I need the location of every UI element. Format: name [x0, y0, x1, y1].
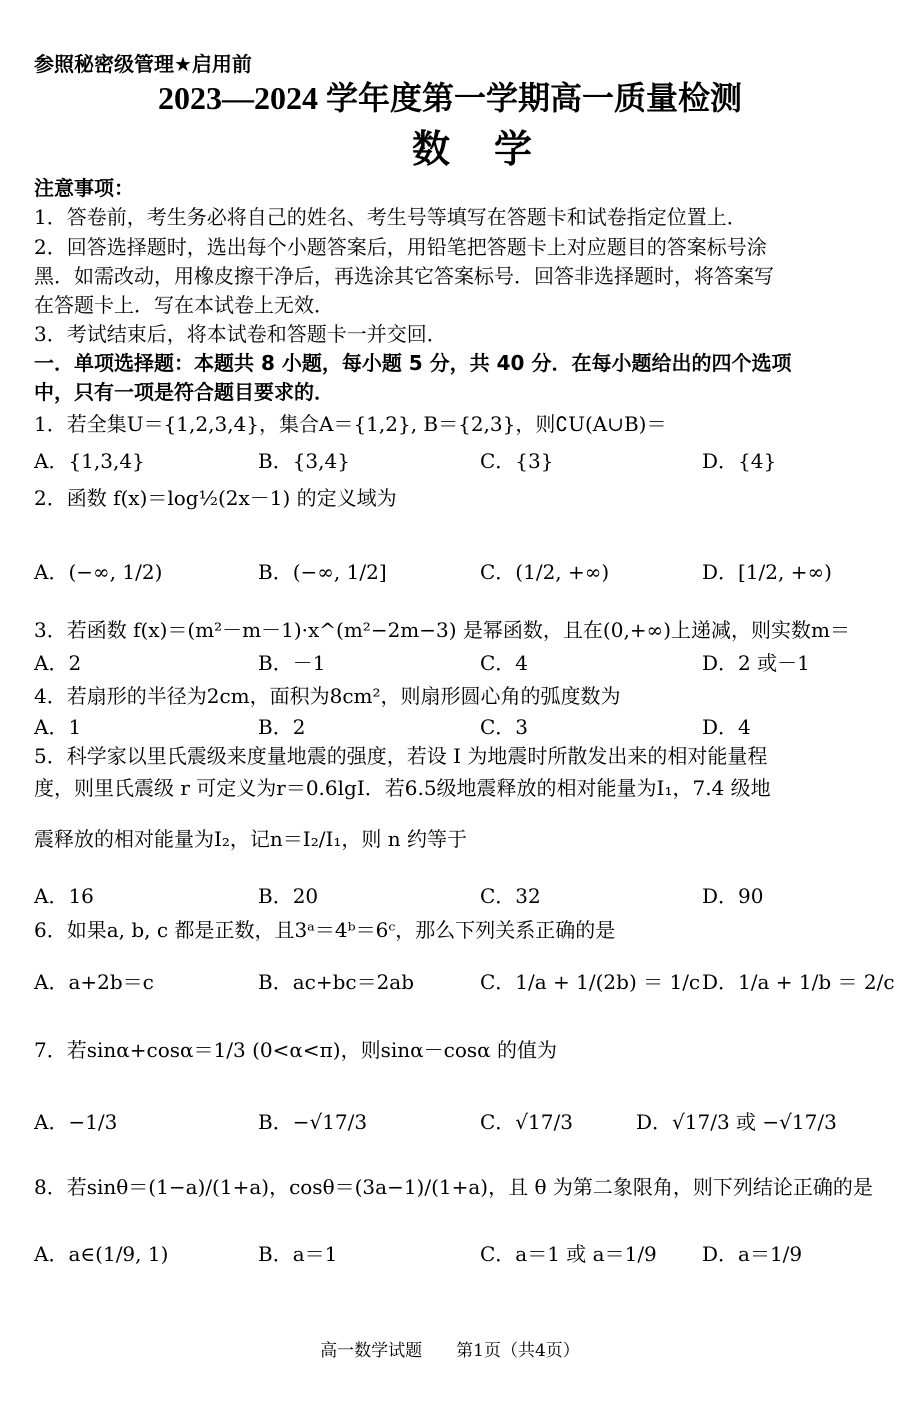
q1-option-c: C．{3} — [480, 449, 554, 473]
q4-option-b: B．2 — [258, 715, 306, 739]
q5-option-c: C．32 — [480, 884, 541, 908]
notice-heading: 注意事项： — [34, 176, 134, 200]
exam-title: 2023—2024 学年度第一学期高一质量检测 — [157, 80, 742, 116]
q8-option-d: D．a＝1/9 — [702, 1242, 803, 1266]
q1-option-b: B．{3,4} — [258, 449, 350, 473]
question-7-stem: 7．若sinα+cosα＝1/3 (0<α<π)，则sinα－cosα 的值为 — [34, 1038, 557, 1062]
section-heading-cont: 中，只有一项是符合题目要求的． — [34, 380, 334, 404]
notice-item: 在答题卡上．写在本试卷上无效． — [34, 293, 334, 317]
page-footer: 高一数学试题 第1页（共4页） — [320, 1341, 580, 1361]
q8-option-a: A．a∈(1/9, 1) — [34, 1242, 169, 1266]
q6-option-a: A．a+2b＝c — [34, 970, 154, 994]
question-8-stem: 8．若sinθ＝(1−a)/(1+a)，cosθ＝(3a−1)/(1+a)，且 θ 为第二象限角，则下列结论正确的是 — [34, 1175, 873, 1199]
q3-option-d: D．2 或－1 — [702, 651, 810, 675]
question-1-stem: 1．若全集U＝{1,2,3,4}，集合A＝{1,2}, B＝{2,3}，则∁U(A∪B)＝ — [34, 412, 667, 436]
question-4-stem: 4．若扇形的半径为2cm，面积为8cm²，则扇形圆心角的弧度数为 — [34, 684, 621, 708]
q3-option-b: B．－1 — [258, 651, 326, 675]
q4-option-d: D．4 — [702, 715, 751, 739]
notice-item: 1．答卷前，考生务必将自己的姓名、考生号等填写在答题卡和试卷指定位置上． — [34, 205, 747, 229]
q1-option-d: D．{4} — [702, 449, 777, 473]
q3-option-a: A．2 — [34, 651, 82, 675]
q5-option-b: B．20 — [258, 884, 319, 908]
q1-option-a: A．{1,3,4} — [34, 449, 145, 473]
q6-option-b: B．ac+bc＝2ab — [258, 970, 415, 994]
q4-option-c: C．3 — [480, 715, 529, 739]
q6-option-c: C．1/a + 1/(2b) ＝ 1/c — [480, 970, 701, 994]
q4-option-a: A．1 — [34, 715, 82, 739]
notice-item: 黑．如需改动，用橡皮擦干净后，再选涂其它答案标号．回答非选择题时，将答案写 — [34, 264, 774, 288]
q2-option-b: B．(−∞, 1/2] — [258, 560, 387, 584]
q6-option-d: D．1/a + 1/b ＝ 2/c — [702, 970, 895, 994]
q2-option-d: D．[1/2, +∞) — [702, 560, 832, 584]
question-2-stem: 2．函数 f(x)＝log½(2x－1) 的定义域为 — [34, 486, 397, 510]
q2-option-c: C．(1/2, +∞) — [480, 560, 610, 584]
question-5-stem-cont: 震释放的相对能量为I₂，记n＝I₂/I₁，则 n 约等于 — [34, 827, 467, 851]
question-5-stem: 5．科学家以里氏震级来度量地震的强度，若设 I 为地震时所散发出来的相对能量程 — [34, 744, 768, 768]
q8-option-b: B．a＝1 — [258, 1242, 338, 1266]
q8-option-c: C．a＝1 或 a＝1/9 — [480, 1242, 657, 1266]
q7-option-a: A．−1/3 — [34, 1110, 118, 1134]
notice-item: 3．考试结束后，将本试卷和答题卡一并交回． — [34, 322, 447, 346]
confidential-label: 参照秘密级管理★启用前 — [34, 52, 252, 76]
q7-option-c: C．√17/3 — [480, 1110, 573, 1134]
q7-option-d: D．√17/3 或 −√17/3 — [636, 1110, 837, 1134]
section-heading: 一．单项选择题：本题共 8 小题，每小题 5 分，共 40 分．在每小题给出的四个选项 — [34, 351, 792, 375]
q3-option-c: C．4 — [480, 651, 529, 675]
subject-title: 数学 — [411, 126, 576, 171]
notice-item: 2．回答选择题时，选出每个小题答案后，用铅笔把答题卡上对应题目的答案标号涂 — [34, 235, 767, 259]
q5-option-a: A．16 — [34, 884, 94, 908]
question-3-stem: 3．若函数 f(x)＝(m²－m－1)·x^(m²−2m−3) 是幂函数，且在(0,+∞)上递减，则实数m＝ — [34, 618, 850, 642]
question-5-stem-cont: 度，则里氏震级 r 可定义为r＝0.6lgI．若6.5级地震释放的相对能量为I₁，7.4 级地 — [34, 776, 771, 800]
q2-option-a: A．(−∞, 1/2) — [34, 560, 163, 584]
q7-option-b: B．−√17/3 — [258, 1110, 368, 1134]
q5-option-d: D．90 — [702, 884, 764, 908]
question-6-stem: 6．如果a, b, c 都是正数，且3ᵃ＝4ᵇ＝6ᶜ，那么下列关系正确的是 — [34, 918, 616, 942]
